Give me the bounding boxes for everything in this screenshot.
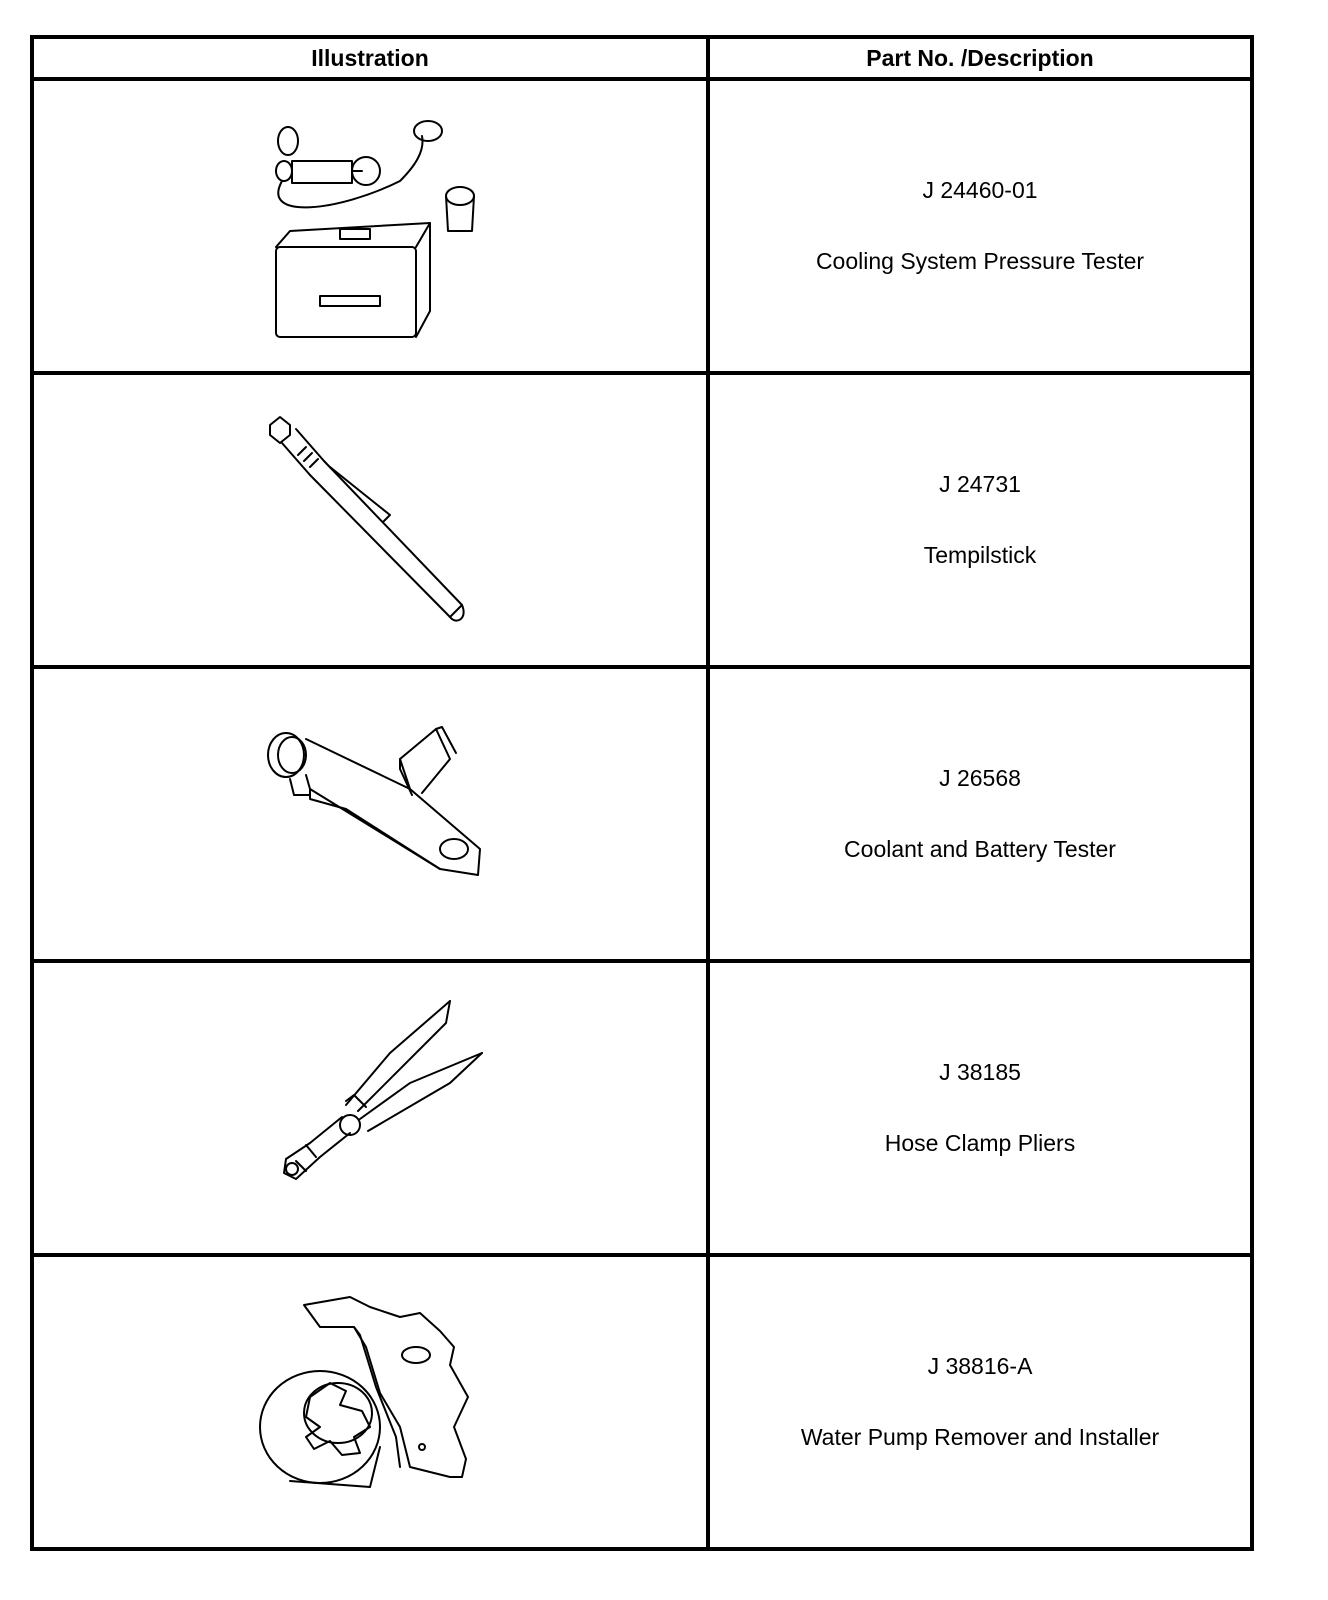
part-number: J 24460-01: [922, 177, 1038, 203]
description-cell: [708, 373, 1252, 667]
illustration-cell: [32, 961, 708, 1255]
tempilstick-icon: [250, 405, 490, 635]
part-number: J 38185: [939, 1059, 1021, 1085]
part-description: Tempilstick: [923, 542, 1037, 568]
special-tools-table: [30, 35, 1254, 1551]
part-description: Water Pump Remover and Installer: [800, 1424, 1160, 1450]
part-number: J 26568: [939, 765, 1021, 791]
coolant-battery-tester-icon: [250, 699, 490, 929]
description-cell: [708, 1255, 1252, 1549]
water-pump-tool-icon: [250, 1287, 490, 1517]
part-number: J 38816-A: [927, 1353, 1033, 1379]
hose-clamp-pliers-icon: [250, 993, 490, 1223]
description-cell: [708, 961, 1252, 1255]
header-illustration: Illustration: [32, 37, 708, 79]
description-cell: [708, 79, 1252, 373]
table-row: [32, 79, 1252, 373]
table-row: [32, 961, 1252, 1255]
table-row: [32, 667, 1252, 961]
table-row: [32, 373, 1252, 667]
description-cell: [708, 667, 1252, 961]
part-description: Cooling System Pressure Tester: [815, 248, 1145, 274]
illustration-cell: [32, 373, 708, 667]
header-row: [32, 37, 1252, 79]
header-part-description: Part No. /Description: [708, 37, 1252, 79]
part-description: Coolant and Battery Tester: [844, 836, 1116, 862]
illustration-cell: [32, 667, 708, 961]
illustration-cell: [32, 79, 708, 373]
illustration-cell: [32, 1255, 708, 1549]
table-row: [32, 1255, 1252, 1549]
pressure-tester-icon: [250, 111, 490, 341]
part-number: J 24731: [939, 471, 1021, 497]
part-description: Hose Clamp Pliers: [884, 1130, 1076, 1156]
